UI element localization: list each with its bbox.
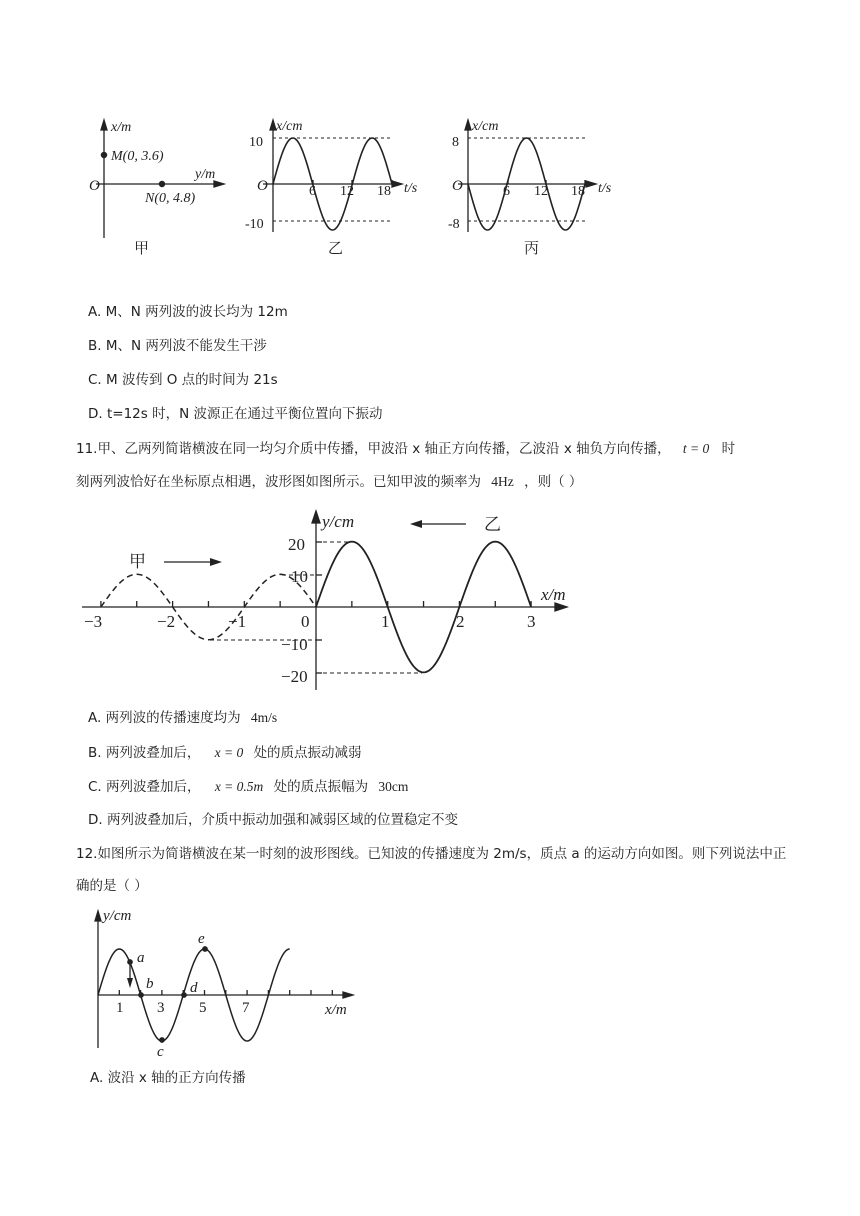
- q11-stem-time: t = 0: [682, 441, 710, 456]
- jia-caption: 甲: [134, 241, 150, 257]
- q11-option-c-text: C. 两列波叠加后，: [88, 779, 201, 795]
- point-d-label: d: [190, 980, 198, 996]
- q11-option-c-math: x = 0.5m: [214, 779, 264, 794]
- figure-yi: [263, 120, 402, 232]
- q11-x-tick-neg1: −1: [228, 612, 247, 631]
- q11-x-tick-1: 1: [381, 612, 390, 631]
- point-c-label: c: [157, 1044, 164, 1060]
- q12-tick-1: 1: [116, 1000, 124, 1016]
- q11-stem-line2-text: 刻两列波恰好在坐标原点相遇，波形图如图所示。已知甲波的频率为: [76, 474, 481, 490]
- q11-option-b-text: B. 两列波叠加后，: [88, 745, 201, 761]
- bing-tick-12: 12: [534, 184, 548, 199]
- q11-y-tick-20: 20: [288, 535, 305, 554]
- bing-origin-label: O: [452, 178, 463, 194]
- q11-option-a-text: A. 两列波的传播速度均为: [88, 710, 241, 726]
- figure-q11: [82, 511, 567, 690]
- yi-caption: 乙: [328, 241, 344, 257]
- point-a-label: a: [137, 950, 145, 966]
- figure-q12: [95, 911, 353, 1048]
- bing-tick-6: 6: [503, 184, 510, 199]
- yi-origin-label: O: [257, 178, 268, 194]
- q11-yi-label: 乙: [484, 515, 501, 534]
- bing-caption: 丙: [524, 241, 540, 257]
- yi-y-axis-label: x/cm: [276, 119, 303, 134]
- q11-y-tick-neg10: −10: [281, 635, 308, 654]
- q11-y-tick-neg20: −20: [281, 667, 308, 686]
- q11-jia-label: 甲: [129, 552, 146, 571]
- yi-max-label: 10: [249, 135, 263, 150]
- point-b-label: b: [146, 976, 154, 992]
- q11-stem-line1-text: 11.甲、乙两列简谐横波在同一均匀介质中传播，甲波沿 x 轴正方向传播，乙波沿 x 轴负方向传播，: [76, 441, 671, 457]
- jia-point-n-label: N(0, 4.8): [145, 191, 196, 206]
- point-e-label: e: [198, 931, 205, 947]
- q11-x-tick-2: 2: [456, 612, 465, 631]
- bing-max-label: 8: [452, 135, 459, 150]
- q11-y-tick-10: 10: [291, 567, 308, 586]
- yi-tick-18: 18: [377, 184, 391, 199]
- bing-tick-18: 18: [571, 184, 585, 199]
- q10-option-c: C. M 波传到 O 点的时间为 21s: [88, 372, 278, 388]
- q12-tick-5: 5: [199, 1000, 207, 1016]
- jia-origin-label: O: [89, 178, 100, 194]
- q11-stem-line2: [76, 472, 582, 492]
- q11-option-b: [88, 743, 362, 763]
- q12-x-axis-label: x/m: [325, 1002, 347, 1018]
- q11-x-tick-neg2: −2: [157, 612, 176, 631]
- q11-y-axis-label: y/cm: [322, 512, 355, 531]
- q11-option-d: D. 两列波叠加后，介质中振动加强和减弱区域的位置稳定不变: [88, 812, 458, 828]
- figure-bing: [458, 120, 596, 232]
- q11-x-axis-label: x/m: [541, 585, 566, 604]
- q12-tick-3: 3: [157, 1000, 165, 1016]
- q11-option-c-value: 30cm: [378, 779, 409, 794]
- q10-option-b: B. M、N 两列波不能发生干涉: [88, 338, 267, 354]
- yi-tick-6: 6: [309, 184, 316, 199]
- q10-option-a: A. M、N 两列波的波长均为 12m: [88, 304, 288, 320]
- yi-min-label: -10: [245, 217, 264, 232]
- q11-option-a-value: 4m/s: [250, 710, 278, 725]
- q11-option-b-math: x = 0: [214, 745, 244, 760]
- jia-x-axis-label: y/m: [195, 167, 216, 182]
- jia-y-axis-label: x/m: [111, 120, 132, 135]
- q12-tick-7: 7: [242, 1000, 250, 1016]
- q10-option-d: D. t=12s 时，N 波源正在通过平衡位置向下振动: [88, 406, 383, 422]
- yi-t-axis-label: t/s: [404, 181, 418, 196]
- q11-stem-line2-end: ，则（ ）: [524, 474, 583, 490]
- q12-y-axis-label: y/cm: [103, 908, 132, 924]
- bing-t-axis-label: t/s: [598, 181, 612, 196]
- q12-stem: 12.如图所示为简谐横波在某一时刻的波形图线。已知波的传播速度为 2m/s，质点 a 的运动方向如图。则下列说法中正确的是（ ）: [76, 846, 787, 894]
- jia-point-m-label: M(0, 3.6): [111, 149, 164, 164]
- bing-min-label: -8: [448, 217, 460, 232]
- q12-option-a: A. 波沿 x 轴的正方向传播: [90, 1070, 246, 1086]
- q11-x-tick-neg3: −3: [84, 612, 103, 631]
- q11-option-c-text-end: 处的质点振幅为: [273, 779, 369, 795]
- q11-option-b-text-end: 处的质点振动减弱: [253, 745, 362, 761]
- yi-tick-12: 12: [340, 184, 354, 199]
- q11-option-a: [88, 708, 277, 728]
- bing-y-axis-label: x/cm: [472, 119, 499, 134]
- q11-option-c: [88, 777, 408, 797]
- q11-stem-frequency: 4Hz: [491, 474, 514, 489]
- q11-stem-line1-end: 时: [721, 441, 736, 457]
- q11-x-tick-3: 3: [527, 612, 536, 631]
- q11-x-tick-0: 0: [301, 612, 310, 631]
- q11-stem-line1: [76, 439, 735, 459]
